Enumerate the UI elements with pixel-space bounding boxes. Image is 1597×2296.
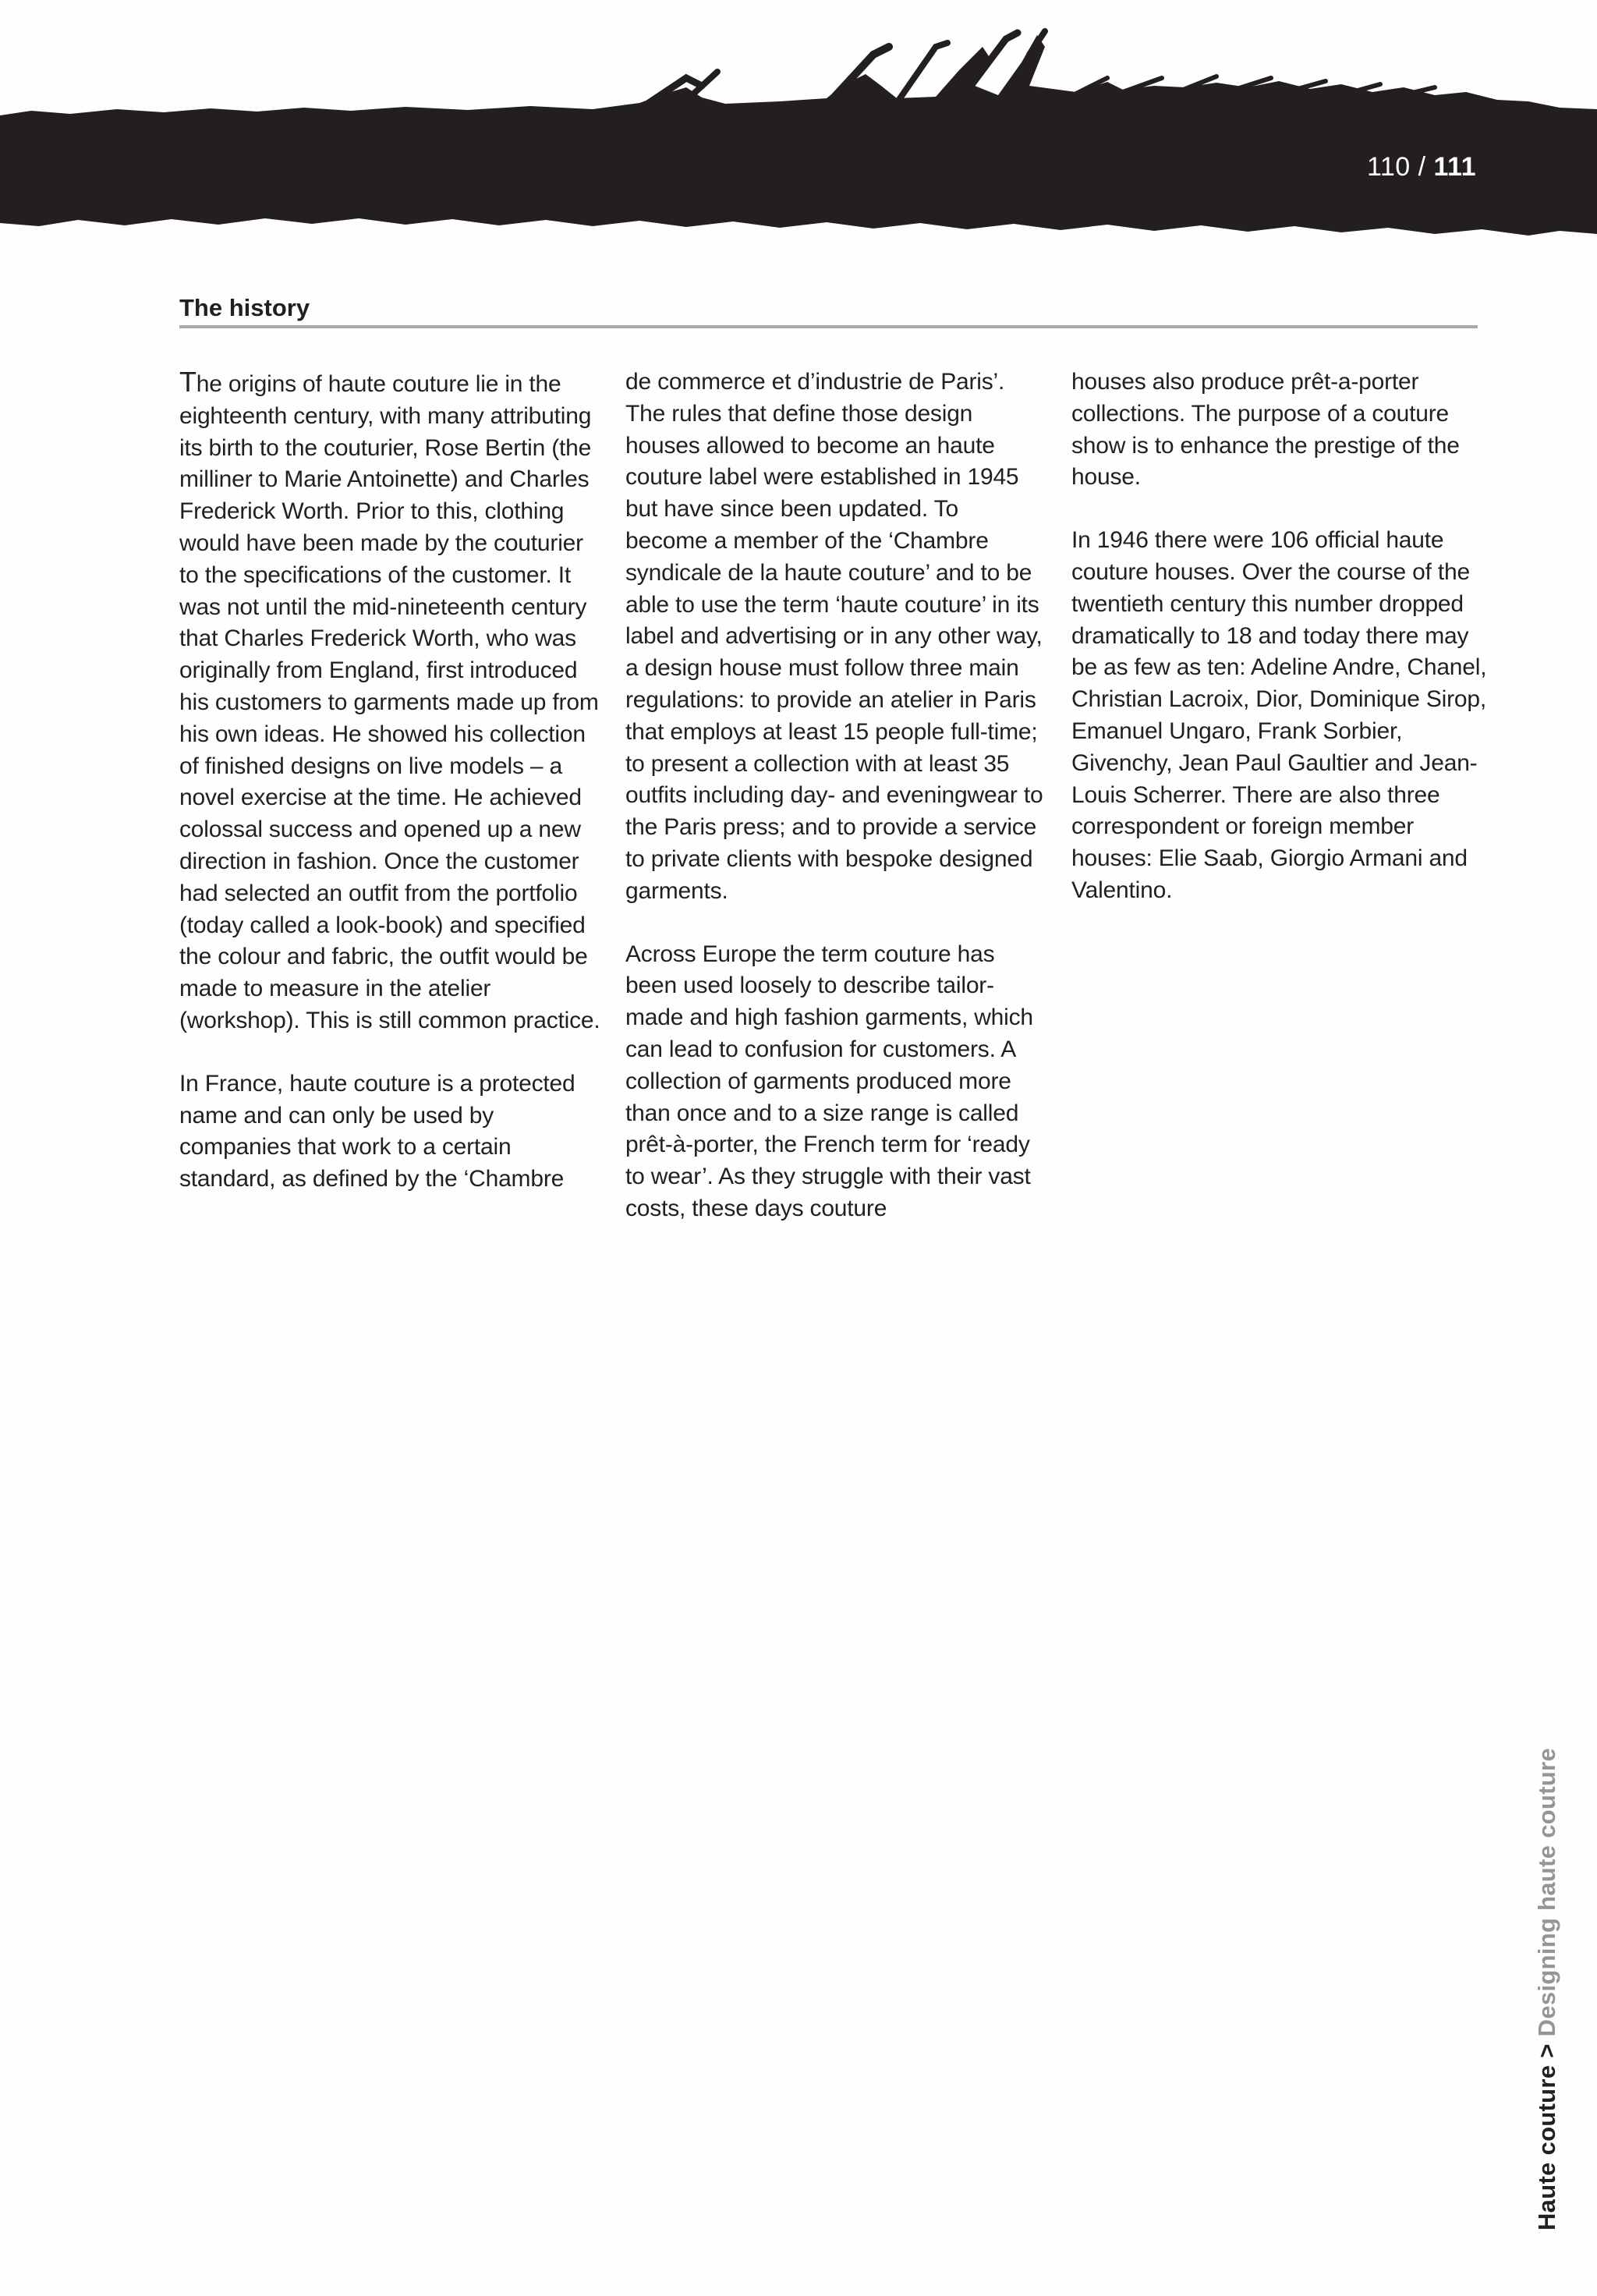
paragraph (179, 367, 600, 1037)
side-navigation-label (1533, 1748, 1561, 2230)
text-column-3 (1071, 367, 1493, 938)
breadcrumb-arrow: > (1533, 2036, 1560, 2065)
paragraph: Across Europe the term couture has been used loosely to describe tailor-made and high fashion garments, which can lead to confusion for customers. A collection of garments produced more than once and to a size range is called prêt-à-porter, the French term for ‘ready to wear’. As they struggle with their vast costs, these days couture (625, 941, 1033, 1221)
paragraph-text: he origins of haute couture lie in the eighteenth century, with many attributing its birth to the couturier, Rose Bertin (the milliner to Marie Antoinette) and Charles Frederick Worth. Prior to this, clothing would have been made by the couturier to the specifications of the customer. It was not until the mid-nineteenth century that Charles Frederick Worth, who was originally from England, first introduced his customers to garments made up from his own ideas. He showed his collection of finished designs on live models – a novel exercise at the time. He achieved colossal success and opened up a new direction in fashion. Once the customer had selected an outfit from the portfolio (today called a look-book) and specified the colour and fabric, the outfit would be made to measure in the atelier (workshop). This is still common practice. (179, 371, 600, 1033)
section-name: Designing haute couture (1533, 1748, 1560, 2037)
page-number-left: 110 (1366, 152, 1411, 182)
brush-stroke-header (0, 0, 1597, 257)
paragraph: In 1946 there were 106 official haute couture houses. Over the course of the twentieth century this number dropped dramatically to 18 and today there may be as few as ten: Adeline Andre, Chanel, Christian Lacroix, Dior, Dominique Sirop, Emanuel Ungaro, Frank Sorbier, Givenchy, Jean Paul Gaultier and Jean-Louis Scherrer. There are also three correspondent or foreign member houses: Elie Saab, Giorgio Armani and Valentino. (1071, 527, 1487, 903)
page-number-separator: / (1410, 152, 1434, 182)
paragraph: houses also produce prêt-a-porter collections. The purpose of a couture show is to enhance the prestige of the house. (1071, 369, 1460, 491)
section-rule (179, 325, 1478, 328)
page-number-right: 111 (1433, 152, 1476, 182)
page-numbers (1367, 152, 1476, 182)
paragraph: de commerce et d’industrie de Paris’. The rules that define those design houses allowed to become an haute couture label were established in 1945 but have since been updated. To become a member of the ‘Chambre syndicale de la haute couture’ and to be able to use the term ‘haute couture’ in its label and advertising or in any other way, a design house must follow three main regulations: to provide an atelier in Paris that employs at least 15 people full-time; to present a collection with at least 35 outfits including day- and eveningwear to the Paris press; and to provide a service to private clients with bespoke designed garments. (625, 369, 1043, 904)
text-column-1 (179, 367, 600, 1227)
text-column-2 (625, 367, 1046, 1256)
section-title: The history (179, 294, 310, 321)
chapter-name: Haute couture (1533, 2064, 1560, 2230)
initial-letter: T (179, 366, 197, 398)
paragraph: In France, haute couture is a protected name and can only be used by companies that work to a certain standard, as defined by the ‘Chambre (179, 1070, 575, 1192)
